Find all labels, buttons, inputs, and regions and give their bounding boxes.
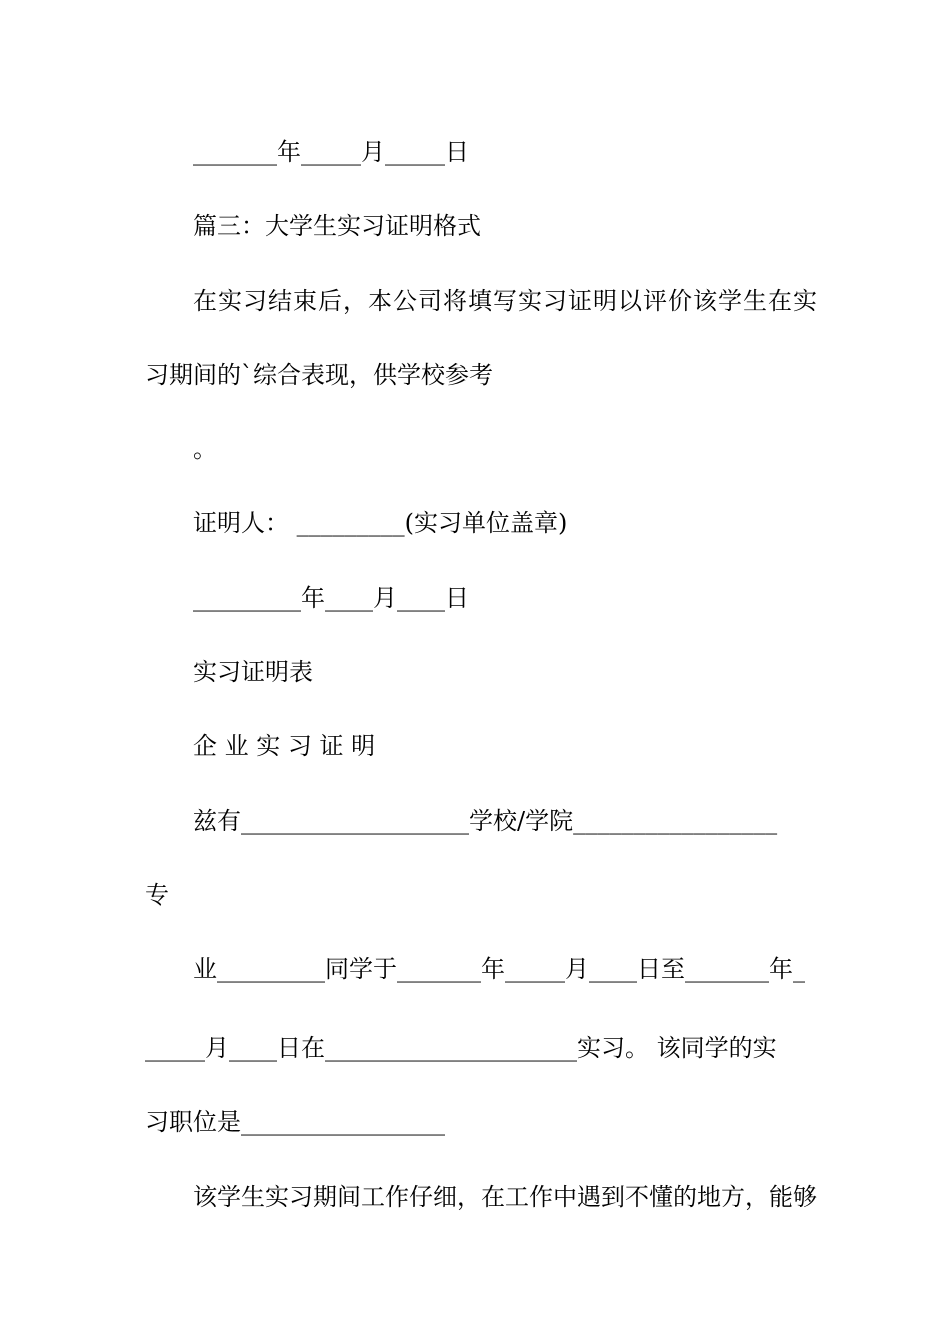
paragraph-line: 在实习结束后，本公司将填写实习证明以评价该学生在实 [193, 287, 818, 315]
paragraph-line: 该学生实习期间工作仔细，在工作中遇到不懂的地方，能够 [193, 1183, 817, 1211]
paragraph-line: 。 [193, 435, 217, 463]
form-line: 专 [145, 881, 169, 909]
form-line: 兹有___________________学校/学院_________________ [193, 807, 778, 835]
form-line: 习职位是_________________ [145, 1108, 445, 1136]
date-line-1: _______年_____月_____日 [193, 138, 469, 166]
table-title: 实习证明表 [193, 658, 313, 686]
certifier-line: 证明人： _________(实习单位盖章) [193, 509, 568, 537]
date-line-2: _________年____月____日 [193, 584, 469, 612]
form-line: 业_________同学于_______年_____月____日至_______年_ [193, 955, 805, 983]
certificate-title: 企 业 实 习 证 明 [193, 732, 376, 760]
form-line: _____月____日在_____________________实习。 该同学的实 [145, 1034, 777, 1062]
section-heading: 篇三：大学生实习证明格式 [193, 212, 481, 240]
paragraph-line: 习期间的`综合表现，供学校参考 [145, 361, 493, 389]
